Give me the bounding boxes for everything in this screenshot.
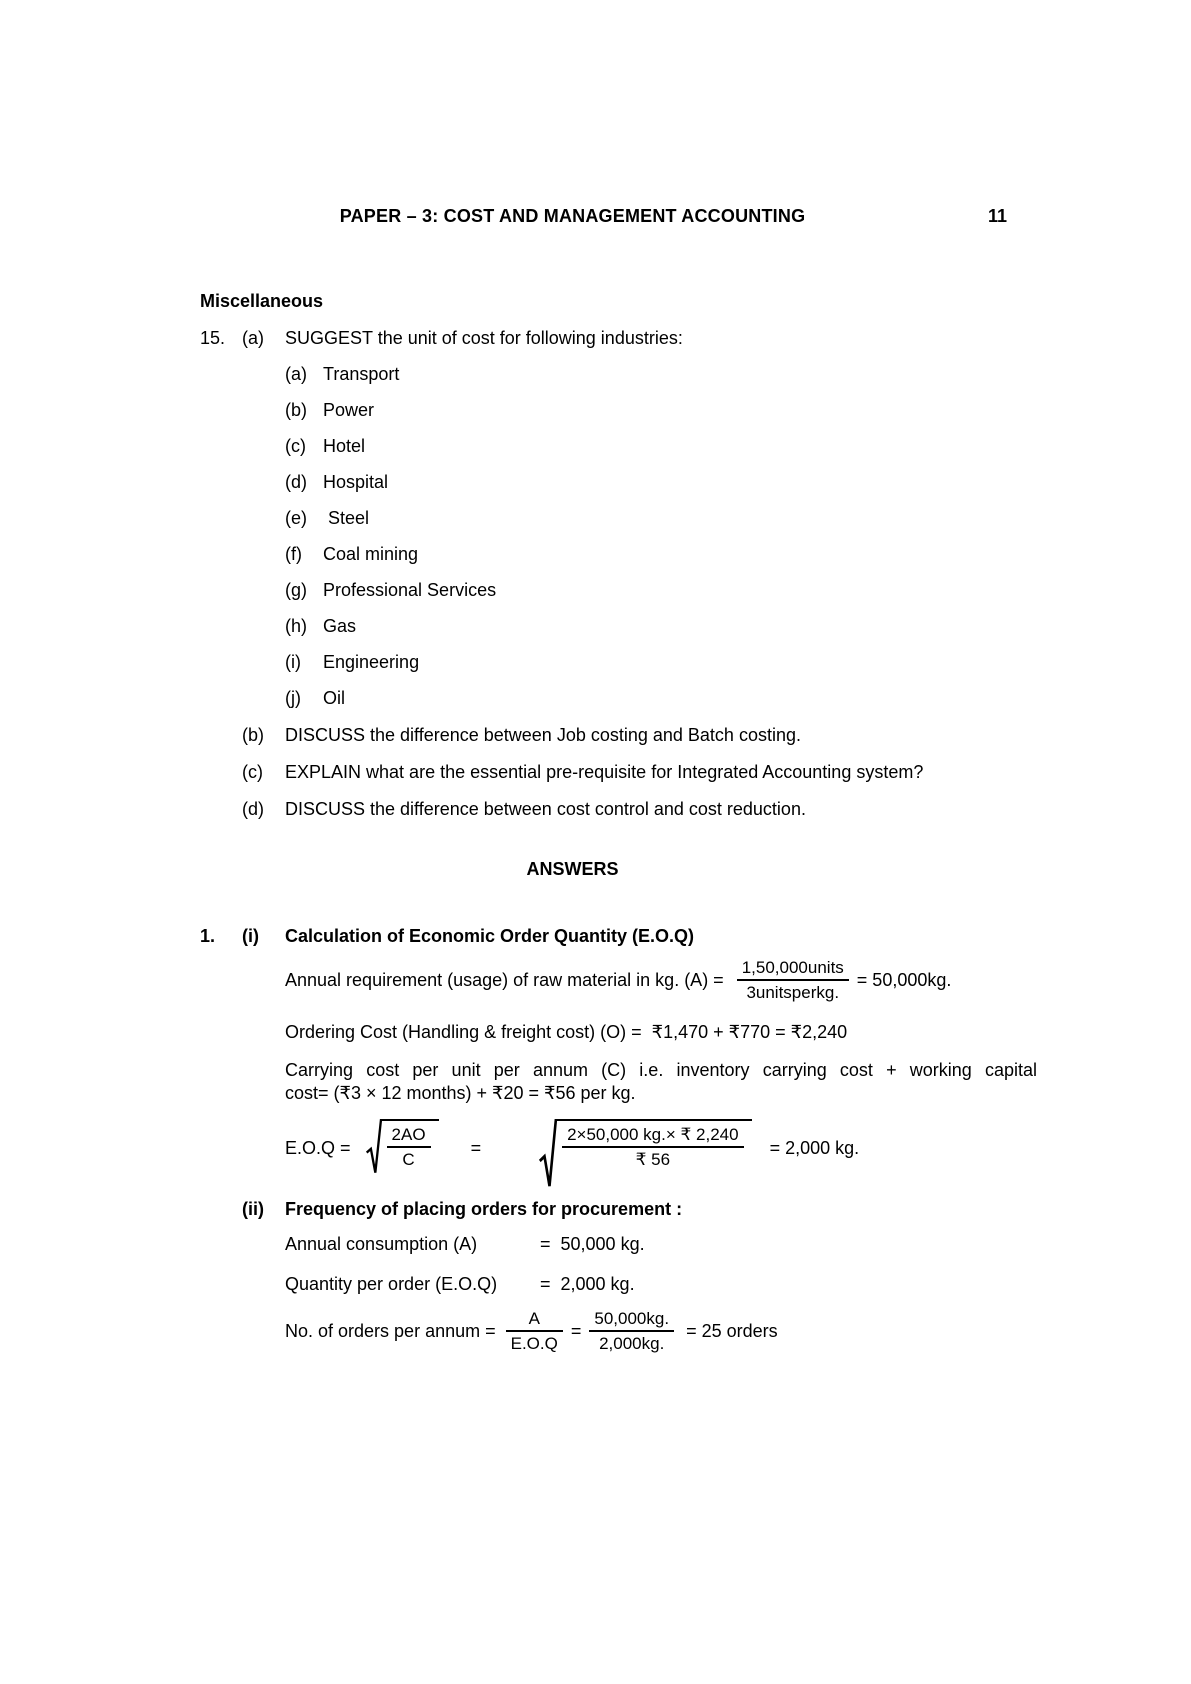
- eoq-formula: [285, 1119, 1037, 1189]
- carrying-cost-line-2: cost= (₹3 × 12 months) + ₹20 = ₹56 per kg.: [285, 1083, 636, 1103]
- part-i-label: (i): [242, 926, 259, 946]
- part-b-text: DISCUSS the difference between Job costing and Batch costing.: [285, 725, 801, 745]
- answer-1-body: [285, 957, 1037, 1189]
- equals-sign: =: [570, 1320, 582, 1341]
- eoq-result: = 2,000 kg.: [769, 1138, 860, 1158]
- industry-label: (f): [285, 544, 302, 564]
- industry-item: [285, 363, 1035, 386]
- part-d-label: (d): [242, 799, 264, 819]
- industry-item: [285, 651, 1035, 674]
- industry-label: (i): [285, 652, 301, 672]
- part-b-label: (b): [242, 725, 264, 745]
- row-label: Annual consumption (A): [285, 1234, 478, 1254]
- industry-text: Engineering: [323, 652, 420, 672]
- question-15-part-a: [200, 327, 1035, 350]
- answer-1-part-ii-heading: [200, 1198, 1035, 1221]
- page-title: PAPER – 3: COST AND MANAGEMENT ACCOUNTING: [339, 206, 806, 226]
- industry-text: Transport: [323, 364, 400, 384]
- industry-text: Hospital: [323, 472, 389, 492]
- industry-item: [285, 399, 1035, 422]
- question-number: 15.: [200, 328, 226, 348]
- industry-text: Power: [323, 400, 375, 420]
- spacer: [200, 798, 242, 821]
- part-a-text: SUGGEST the unit of cost for following industries:: [285, 328, 683, 348]
- orders-per-annum-formula: [285, 1308, 1035, 1354]
- spacer: [200, 724, 242, 747]
- radical-sign-icon: [539, 1119, 557, 1189]
- industry-text: Gas: [323, 616, 357, 636]
- industry-text: Steel: [323, 508, 370, 528]
- fraction-denominator: E.O.Q: [506, 1330, 563, 1354]
- answer-1-part-i-heading: [200, 925, 1035, 948]
- part-d-text: DISCUSS the difference between cost control and cost reduction.: [285, 799, 806, 819]
- equals-sign: =: [470, 1138, 482, 1158]
- row-label: Quantity per order (E.O.Q): [285, 1274, 498, 1294]
- fraction-denominator: C: [387, 1146, 431, 1170]
- radical-sign-icon: [366, 1119, 382, 1175]
- fraction-numerator: 2×50,000 kg.× ₹ 2,240: [567, 1125, 739, 1144]
- sqrt-content: [382, 1119, 439, 1170]
- industry-label: (b): [285, 400, 307, 420]
- orders-lead: No. of orders per annum =: [285, 1320, 496, 1341]
- industry-item: [285, 543, 1035, 566]
- industry-text: Oil: [323, 688, 345, 708]
- industry-label: (g): [285, 580, 307, 600]
- numeric-fraction: [589, 1308, 674, 1354]
- fraction-numerator: 2AO: [391, 1125, 426, 1144]
- symbolic-fraction: [387, 1124, 431, 1170]
- numeric-fraction: [562, 1124, 744, 1170]
- fraction-denominator: 2,000kg.: [589, 1330, 674, 1354]
- orders-result: = 25 orders: [686, 1320, 778, 1341]
- ordering-cost-line: Ordering Cost (Handling & freight cost) (O) = ₹1,470 + ₹770 = ₹2,240: [285, 1022, 848, 1042]
- annual-requirement-result: = 50,000kg.: [856, 969, 952, 990]
- consumption-row: [285, 1233, 1035, 1256]
- annual-requirement-formula: [285, 957, 1037, 1003]
- eoq-lead: E.O.Q =: [285, 1138, 356, 1158]
- industry-label: (a): [285, 364, 307, 384]
- industry-item: [285, 471, 1035, 494]
- fraction-numerator: 1,50,000units: [741, 958, 844, 977]
- row-value: = 2,000 kg.: [540, 1274, 635, 1294]
- fraction-numerator: A: [528, 1309, 540, 1328]
- industry-label: (h): [285, 616, 307, 636]
- part-i-title: Calculation of Economic Order Quantity (E.O.Q): [285, 926, 695, 946]
- carrying-cost-line-1: Carrying cost per unit per annum (C) i.e. inventory carrying cost + working capital: [285, 1060, 1037, 1080]
- part-a-label: (a): [242, 328, 264, 348]
- page-number: 11: [987, 206, 1007, 226]
- fraction-denominator: ₹ 56: [562, 1146, 744, 1170]
- section-heading-miscellaneous: Miscellaneous: [200, 291, 324, 311]
- fraction-numerator: 50,000kg.: [594, 1309, 670, 1328]
- row-value: = 50,000 kg.: [540, 1234, 645, 1254]
- answers-heading: ANSWERS: [526, 859, 619, 879]
- annual-requirement-lead: Annual requirement (usage) of raw material in kg. (A) =: [285, 969, 729, 990]
- question-15-part-b: [200, 724, 1035, 747]
- industry-label: (e): [285, 508, 307, 528]
- part-ii-label: (ii): [242, 1199, 264, 1219]
- industry-label: (d): [285, 472, 307, 492]
- spacer: [200, 761, 242, 784]
- industry-item: [285, 615, 1035, 638]
- question-15-part-c: [200, 761, 1035, 784]
- symbolic-fraction: [506, 1308, 563, 1354]
- answer-number: 1.: [200, 926, 216, 946]
- fraction-denominator: 3unitsperkg.: [737, 979, 849, 1003]
- sqrt-content: [557, 1119, 752, 1170]
- consumption-row: [285, 1273, 1035, 1296]
- industry-item: [285, 687, 1035, 710]
- industry-text: Professional Services: [323, 580, 497, 600]
- industry-label: (c): [285, 436, 306, 456]
- part-c-text: EXPLAIN what are the essential pre-requisite for Integrated Accounting system?: [285, 762, 924, 782]
- industry-text: Hotel: [323, 436, 366, 456]
- industry-text: Coal mining: [323, 544, 419, 564]
- part-c-label: (c): [242, 762, 263, 782]
- sqrt-numeric: [539, 1119, 752, 1189]
- sqrt-symbolic: [366, 1119, 439, 1175]
- page-header: [200, 205, 1035, 228]
- industry-item: [285, 579, 1035, 602]
- units-fraction: [737, 957, 849, 1003]
- industry-item: [285, 435, 1035, 458]
- industry-label: (j): [285, 688, 301, 708]
- part-ii-title: Frequency of placing orders for procurement :: [285, 1199, 683, 1219]
- industry-item: [285, 507, 1035, 530]
- question-15-part-d: [200, 798, 1035, 821]
